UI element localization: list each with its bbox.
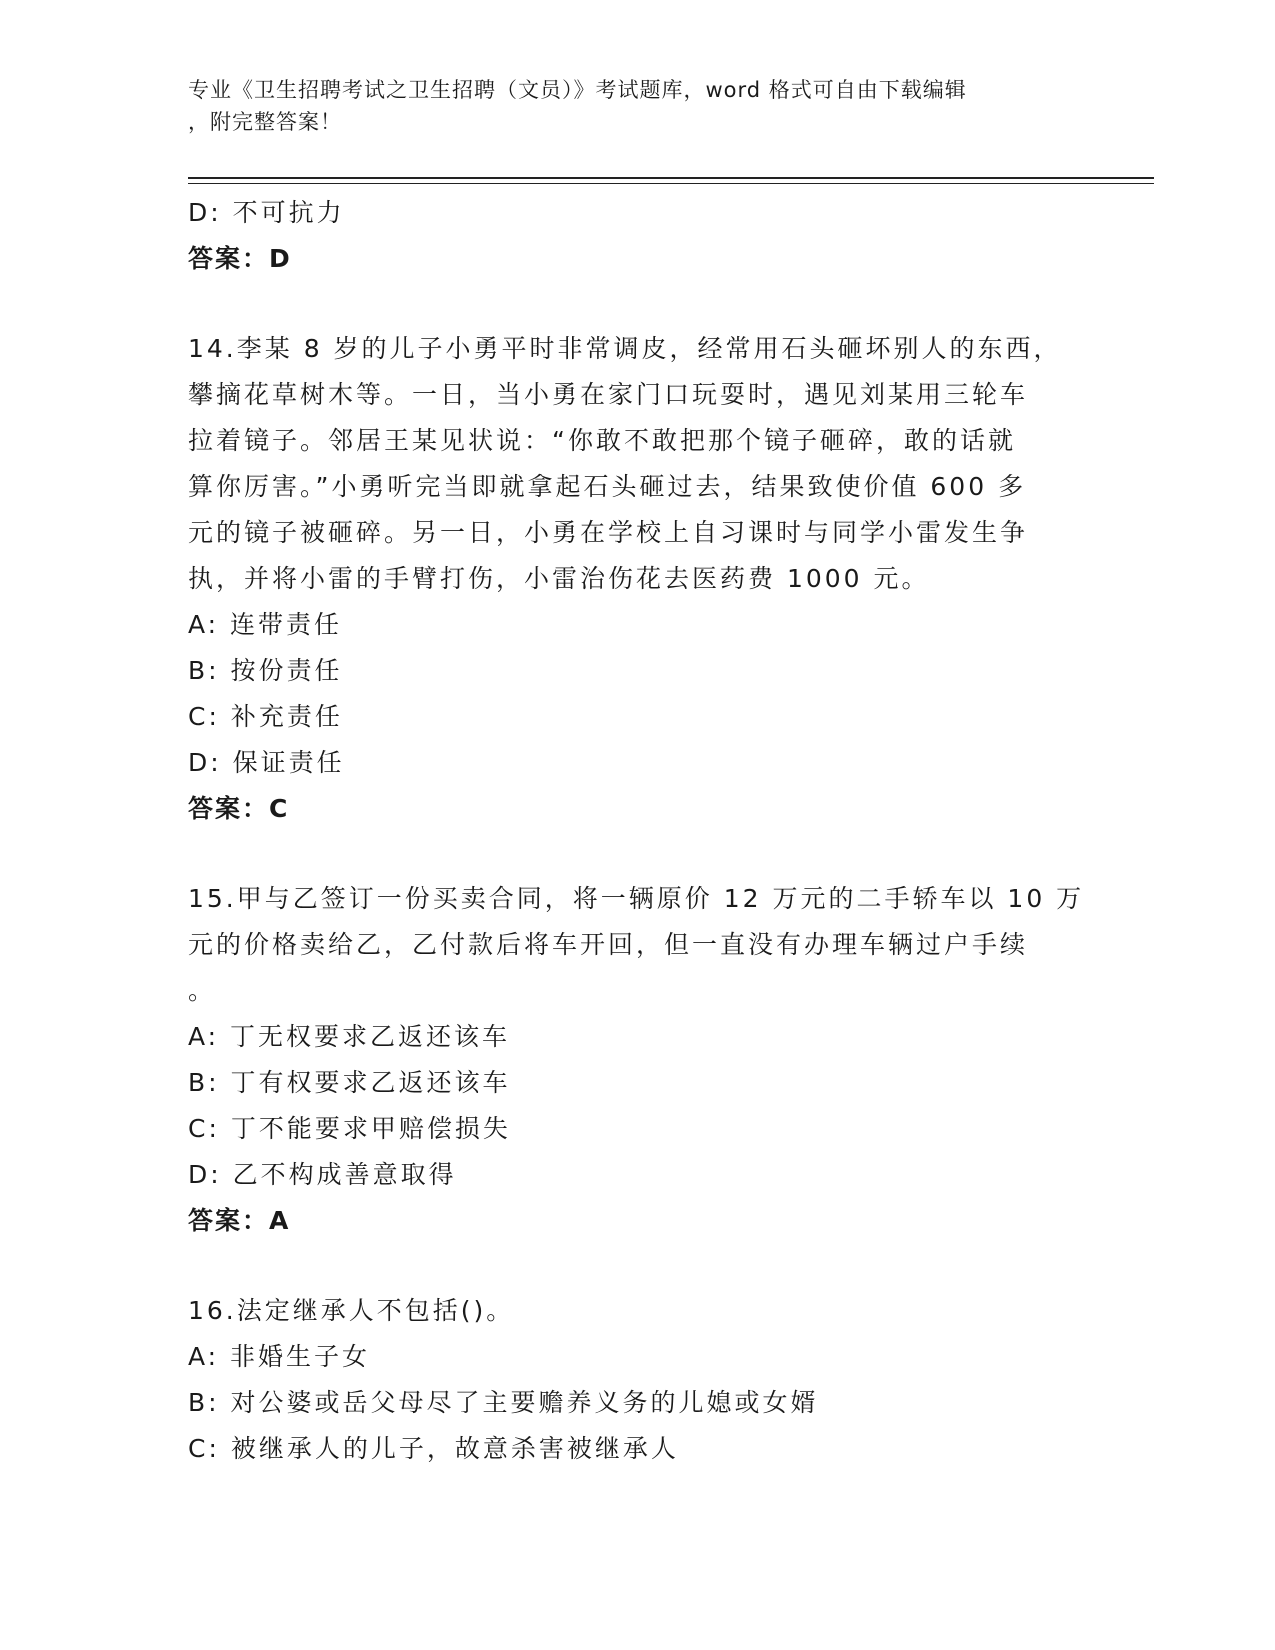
question-stem-line: 执，并将小雷的手臂打伤，小雷治伤花去医药费 1000 元。 — [188, 564, 930, 593]
question-stem-line: 拉着镜子。邻居王某见状说：“你敢不敢把那个镜子砸碎，敢的话就 — [188, 426, 1016, 455]
header-line-1: 专业《卫生招聘考试之卫生招聘（文员）》考试题库，word 格式可自由下载编辑 — [188, 78, 967, 102]
answer-line: 答案：C — [188, 794, 290, 823]
question-16 — [188, 1288, 1068, 1472]
document-header — [188, 74, 1088, 138]
question-15 — [188, 876, 1085, 1244]
option-c: C: 被继承人的儿子，故意杀害被继承人 — [188, 1434, 679, 1463]
question-stem-line: 元的价格卖给乙，乙付款后将车开回，但一直没有办理车辆过户手续 — [188, 930, 1029, 959]
option-b: B: 按份责任 — [188, 656, 343, 685]
option-b: B: 丁有权要求乙返还该车 — [188, 1068, 511, 1097]
spacer — [188, 282, 1068, 326]
question-14 — [188, 326, 1068, 832]
question-stem-line: 15.甲与乙签订一份买卖合同，将一辆原价 12 万元的二手轿车以 10 万 — [188, 884, 1085, 913]
option-d: D: 保证责任 — [188, 748, 345, 777]
header-line-2: ，附完整答案！ — [188, 110, 342, 134]
option-d: D: 乙不构成善意取得 — [188, 1160, 457, 1189]
option-a: A: 丁无权要求乙返还该车 — [188, 1022, 511, 1051]
question-stem-line: 14.李某 8 岁的儿子小勇平时非常调皮，经常用石头砸坏别人的东西， — [188, 334, 1062, 363]
header-rule-thick — [188, 177, 1154, 179]
option-a: A: 非婚生子女 — [188, 1342, 371, 1371]
question-stem-line: 16.法定继承人不包括()。 — [188, 1296, 515, 1325]
option-a: A: 连带责任 — [188, 610, 343, 639]
answer-line: 答案：A — [188, 1206, 291, 1235]
question-list — [188, 190, 1085, 1472]
question-stem-line: 算你厉害。”小勇听完当即就拿起石头砸过去，结果致使价值 600 多 — [188, 472, 1027, 501]
option-c: C: 丁不能要求甲赔偿损失 — [188, 1114, 511, 1143]
option-c: C: 补充责任 — [188, 702, 343, 731]
header-rule-thin — [188, 183, 1154, 184]
option-b: B: 对公婆或岳父母尽了主要赡养义务的儿媳或女婿 — [188, 1388, 819, 1417]
spacer — [188, 1244, 1068, 1288]
question-stem-line: 。 — [188, 976, 217, 1005]
answer-line: 答案：D — [188, 244, 292, 273]
option-d: D: 不可抗力 — [188, 198, 345, 227]
question-stem-line: 元的镜子被砸碎。另一日，小勇在学校上自习课时与同学小雷发生争 — [188, 518, 1029, 547]
question-stem-line: 攀摘花草树木等。一日，当小勇在家门口玩耍时，遇见刘某用三轮车 — [188, 380, 1029, 409]
spacer — [188, 832, 1068, 876]
